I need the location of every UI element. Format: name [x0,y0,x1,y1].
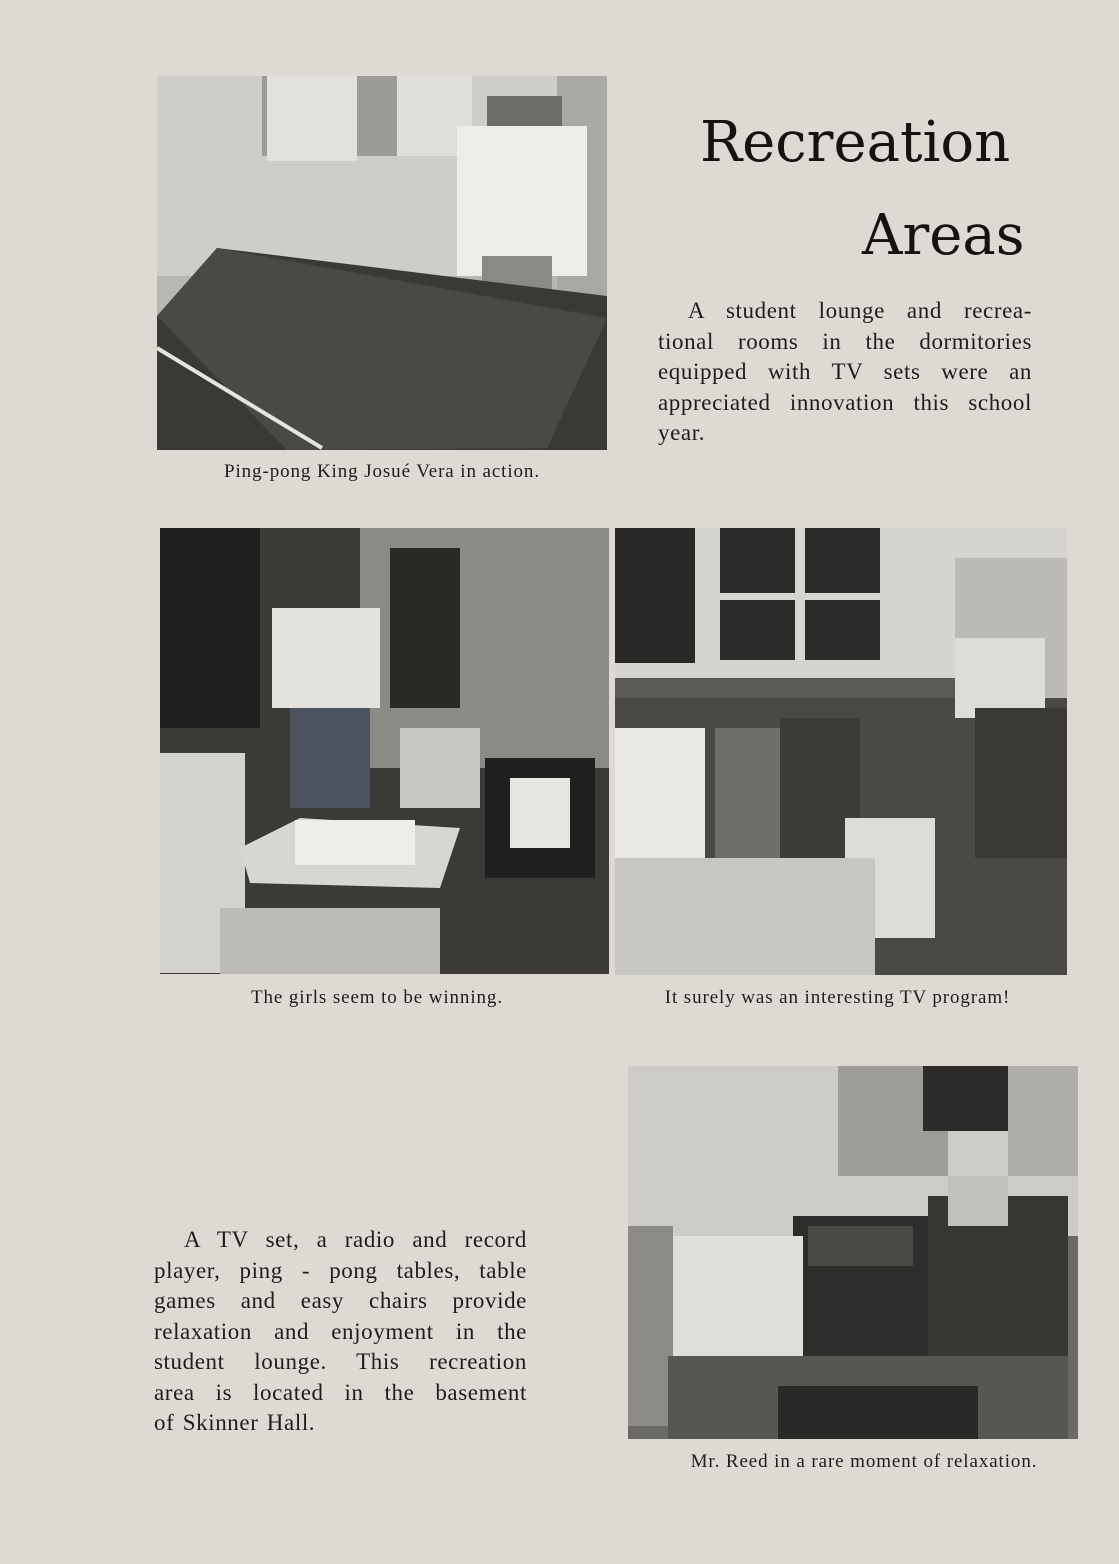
lounge-line: of Skinner Hall. [154,1410,316,1435]
lounge-paragraph [154,1225,527,1439]
photo-ping-pong [157,76,607,450]
photo-mr-reed [628,1066,1078,1439]
photo-tv-watching [615,528,1067,975]
lounge-line: A TV set, a radio and record [184,1227,527,1252]
intro-line: year. [658,420,706,445]
caption-tv-watching: It surely was an interesting TV program! [664,987,1011,1008]
page-title-line2: Areas [862,203,1025,268]
caption-ping-pong: Ping-pong King Josué Vera in action. [224,461,540,482]
mr-reed-photo-art [628,1066,1078,1439]
board-game-photo-art [160,528,609,974]
lounge-line: games and easy chairs provide [154,1288,527,1313]
lounge-line: area is located in the basement [154,1379,527,1405]
intro-paragraph [658,296,1032,449]
caption-board-game: The girls seem to be winning. [251,987,503,1008]
page-title-line1: Recreation [700,110,1011,175]
intro-line: tional rooms in the dormitories [658,328,1032,354]
lounge-line: relaxation and enjoyment in the [154,1318,527,1344]
lounge-line: player, ping - pong tables, table [154,1257,527,1283]
intro-line: A student lounge and recrea- [688,298,1032,323]
intro-line: appreciated innovation this school [658,389,1032,415]
ping-pong-photo-art [157,76,607,450]
photo-board-game [160,528,609,974]
intro-line: equipped with TV sets were an [658,359,1032,384]
lounge-line: student lounge. This recreation [154,1349,527,1374]
tv-watching-photo-art [615,528,1067,975]
caption-mr-reed: Mr. Reed in a rare moment of relaxation. [690,1451,1038,1472]
